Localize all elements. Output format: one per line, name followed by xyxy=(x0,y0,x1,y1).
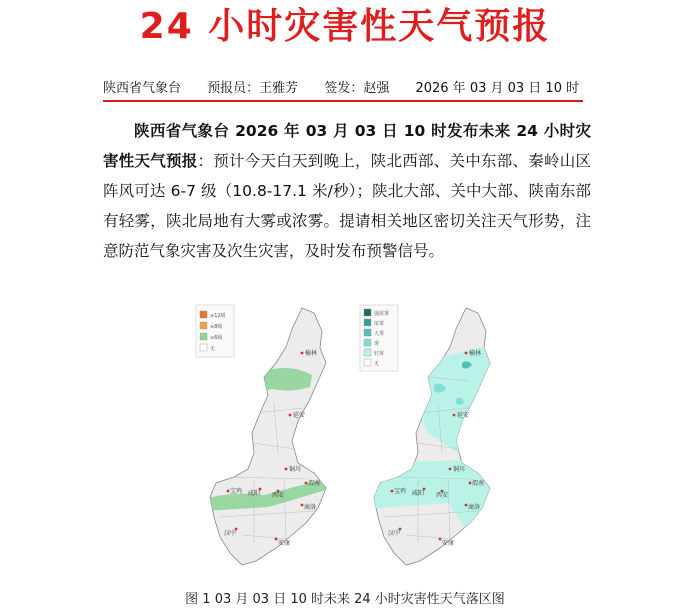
legend-swatch xyxy=(200,333,207,340)
city-label: 商洛 xyxy=(468,504,481,511)
forecaster-name: 预报员：王雅芳 xyxy=(207,81,299,96)
page-title: 24 小时灾害性天气预报 xyxy=(139,6,551,47)
bulletin-body xyxy=(103,116,591,266)
fog-legend xyxy=(360,305,398,371)
legend-label: ≥8级 xyxy=(210,324,223,330)
legend-swatch xyxy=(200,311,207,318)
legend-label: ≥6级 xyxy=(210,335,223,341)
city-label: 宝鸡 xyxy=(394,488,407,495)
city-label: 商洛 xyxy=(304,504,317,511)
legend-swatch xyxy=(200,344,207,351)
city-label: 宝鸡 xyxy=(230,488,243,495)
wind-legend xyxy=(196,305,234,357)
legend-label: 浓雾 xyxy=(374,321,385,327)
city-label: 西安 xyxy=(436,492,449,499)
city-label: 安康 xyxy=(442,540,455,547)
city-label: 榆林 xyxy=(469,350,482,357)
legend-swatch xyxy=(364,329,371,336)
city-label: 安康 xyxy=(278,540,291,547)
figure-caption: 图 1 03 月 03 日 10 时未来 24 小时灾害性天气落区图 xyxy=(185,592,505,607)
city-label: 延安 xyxy=(293,412,306,419)
legend-label: 轻雾 xyxy=(374,351,385,357)
legend-label: 无 xyxy=(374,361,380,367)
legend-label: 大雾 xyxy=(374,331,385,337)
city-label: 西安 xyxy=(272,492,285,499)
city-label: 咸阳 xyxy=(412,490,425,497)
bulletin-meta xyxy=(103,80,583,98)
header-divider xyxy=(103,100,583,102)
bulletin-content: ：预计今天白天到晚上，陕北西部、关中东部、秦岭山区阵风可达 6-7 级（10.8-17.1 米/秒）；陕北大部、关中大部、陕南东部有轻雾，陕北局地有大雾或浓雾。提请相关地区密切关注天气形势，注意防范气象灾害及次生灾害，及时发布预警信号。 xyxy=(103,152,591,260)
legend-swatch xyxy=(364,349,371,356)
agency-name: 陕西省气象台 xyxy=(103,81,182,96)
legend-swatch xyxy=(200,322,207,329)
city-label: 榆林 xyxy=(305,350,318,357)
legend-swatch xyxy=(364,339,371,346)
city-label: 铜川 xyxy=(453,466,466,473)
issuer-name: 签发：赵强 xyxy=(324,81,390,96)
legend-label: ≥12级 xyxy=(210,313,226,319)
city-label: 咸阳 xyxy=(248,490,261,497)
city-label: 延安 xyxy=(457,412,470,419)
city-label: 渭南 xyxy=(308,480,321,487)
legend-swatch xyxy=(364,319,371,326)
city-label: 汉中 xyxy=(224,530,237,537)
legend-swatch xyxy=(364,359,371,366)
city-label: 汉中 xyxy=(388,530,401,537)
legend-label: 强浓雾 xyxy=(374,311,390,317)
legend-swatch xyxy=(364,309,371,316)
issue-date: 2026 年 03 月 03 日 10 时 xyxy=(415,81,580,96)
city-label: 铜川 xyxy=(289,466,302,473)
wind-hazard-map xyxy=(194,303,364,579)
city-label: 渭南 xyxy=(472,480,485,487)
wind-zone-north xyxy=(234,367,312,393)
fog-hazard-map xyxy=(358,303,528,579)
legend-label: 雾 xyxy=(374,341,380,347)
bulletin-lead: 陕西省气象台 2026 年 03 月 03 日 10 时发布未来 24 小时灾害性天气预报 xyxy=(103,122,591,170)
legend-label: 无 xyxy=(210,346,216,352)
